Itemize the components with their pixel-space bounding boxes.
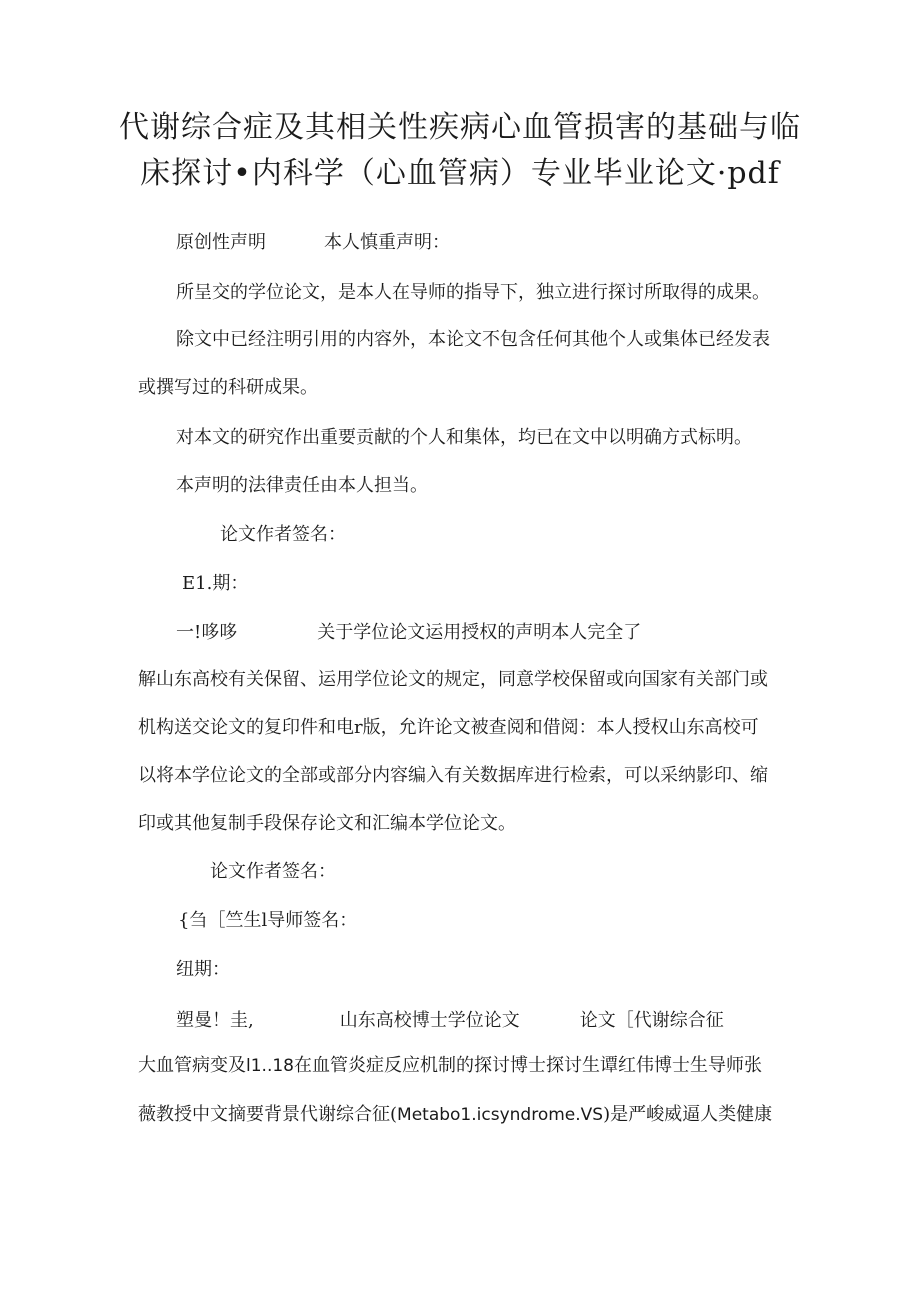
declaration-heading: 原创性声明 (176, 232, 266, 253)
authorization-lead-right: 关于学位论文运用授权的声明本人完全了 (317, 622, 642, 643)
body-header-left: 塑曼！圭, (176, 1010, 254, 1031)
body-line-1-c: 在血管炎症反应机制的探讨博士探讨生谭红伟博士生导师张 (293, 1055, 762, 1076)
declaration-paragraph-2-line-2: 或撰写过的科研成果。 (138, 377, 318, 398)
declaration-paragraph-4: 本声明的法律责任由本人担当。 (176, 475, 428, 496)
declaration-paragraph-1: 所呈交的学位论文，是本人在导师的指导下，独立进行探讨所取得的成果。 (176, 282, 770, 303)
authorization-author-signature: 论文作者签名： (210, 861, 336, 882)
declaration-paragraph-3: 对本文的研究作出重要贡献的个人和集体，均已在文中以明确方式标明。 (176, 427, 752, 448)
body-line-1 (138, 1057, 762, 1075)
authorization-line-1: 解山东高校有关保留、运用学位论文的规定，同意学校保留或向国家有关部门或 (138, 669, 768, 690)
authorization-date: 纽期： (176, 959, 230, 980)
declaration-heading-row (176, 234, 450, 252)
body-header-mid: 山东高校博士学位论文 (339, 1010, 520, 1031)
authorization-lead-left: 一!哆哆 (176, 622, 238, 643)
authorization-line-4: 印或其他复制手段保存论文和汇编本学位论文。 (138, 813, 516, 834)
body-line-2 (138, 1106, 772, 1124)
body-line-2-b: Metabo1.icsyndrome.VS (397, 1105, 604, 1125)
declaration-paragraph-2-line-1: 除文中已经注明引用的内容外，本论文不包含任何其他个人或集体已经发表 (176, 329, 770, 350)
document-title-line-1: 代谢综合症及其相关性疾病心血管损害的基础与临 (119, 110, 801, 145)
authorization-line-2: 机构送交论文的复印件和电r版，允许论文被查阅和借阅：本人授权山东高校可 (138, 717, 759, 738)
authorization-lead-row (176, 624, 641, 642)
body-line-2-a: 薇教授中文摘要背景代谢综合征( (138, 1104, 398, 1125)
authorization-advisor-signature: {刍［竺生l导师签名： (178, 910, 358, 931)
body-header-row (176, 1012, 724, 1030)
body-header-right: 论文［代谢综合征 (579, 1010, 724, 1031)
declaration-date: E1.期： (182, 573, 249, 594)
body-line-1-b: l1..18 (246, 1056, 294, 1076)
document-title-line-2: 床探讨•内科学（心血管病）专业毕业论文·pdf (140, 156, 780, 191)
body-line-2-c: )是严峻威逼人类健康 (603, 1104, 773, 1125)
declaration-heading-right: 本人慎重声明： (324, 232, 450, 253)
body-line-1-a: 大血管病变及 (138, 1055, 246, 1076)
declaration-author-signature: 论文作者签名： (220, 524, 346, 545)
authorization-line-3: 以将本学位论文的全部或部分内容编入有关数据库进行检索，可以采纳影印、缩 (138, 765, 768, 786)
